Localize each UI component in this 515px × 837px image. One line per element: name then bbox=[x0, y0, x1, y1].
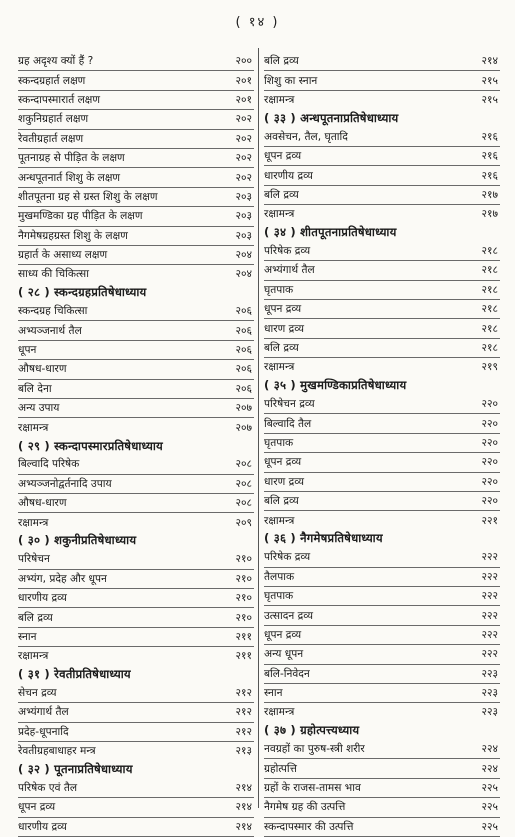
toc-entry bbox=[264, 606, 500, 625]
toc-entry-text: बलि द्रव्य bbox=[264, 495, 299, 508]
toc-entry-page: २१६ bbox=[481, 150, 498, 163]
toc-entry bbox=[264, 339, 500, 358]
toc-entry-page: २१२ bbox=[235, 687, 252, 700]
toc-entry bbox=[18, 550, 254, 569]
toc-entry bbox=[264, 395, 500, 414]
toc-entry bbox=[264, 548, 500, 567]
toc-entry bbox=[18, 207, 254, 226]
toc-entry-text: ग्रहार्त के असाध्य लक्षण bbox=[18, 249, 108, 262]
toc-entry bbox=[18, 513, 254, 531]
toc-entry-page: २१६ bbox=[481, 130, 498, 143]
toc-entry bbox=[18, 149, 254, 168]
toc-entry-text: परिषेचन द्रव्य bbox=[264, 398, 315, 411]
toc-entry-page: २२४ bbox=[481, 743, 498, 756]
toc-entry bbox=[18, 71, 254, 90]
toc-entry-text: परिषेक द्रव्य bbox=[264, 245, 311, 258]
chapter-heading bbox=[18, 284, 254, 302]
toc-entry-text: अभ्यंगार्थ तैल bbox=[264, 264, 315, 277]
toc-entry-page: २१७ bbox=[481, 208, 498, 221]
toc-entry-page: २०३ bbox=[235, 229, 252, 242]
toc-entry bbox=[264, 798, 500, 817]
toc-entry-page: २०३ bbox=[235, 190, 252, 203]
toc-entry-page: २१८ bbox=[481, 303, 498, 316]
toc-entry-page: २०६ bbox=[235, 305, 252, 318]
toc-entry-text: परिषेक एवं तैल bbox=[18, 782, 78, 795]
toc-entry bbox=[264, 71, 500, 90]
toc-entry-text: तैलपाक bbox=[264, 570, 295, 583]
toc-entry-page: २०२ bbox=[235, 113, 252, 126]
toc-entry bbox=[264, 358, 500, 376]
toc-entry-text: अभ्यंग, प्रदेह और धूपन bbox=[18, 572, 107, 585]
toc-entry-text: धारणीय द्रव्य bbox=[264, 169, 313, 182]
toc-entry-text: धूपन bbox=[18, 344, 37, 357]
toc-entry-page: २०६ bbox=[235, 344, 252, 357]
column-divider bbox=[258, 48, 259, 808]
toc-entry-text: शिशु का स्नान bbox=[264, 74, 318, 87]
toc-entry-page: २२० bbox=[481, 456, 498, 469]
toc-entry-text: रक्षामन्त्र bbox=[18, 650, 49, 663]
toc-entry-text: अन्य उपाय bbox=[18, 402, 60, 415]
toc-entry-text: स्कन्दग्रहार्त लक्षण bbox=[18, 74, 86, 87]
toc-entry-page: २०१ bbox=[235, 93, 252, 106]
toc-entry-text: स्कन्दग्रह चिकित्सा bbox=[18, 305, 88, 318]
toc-entry bbox=[18, 110, 254, 129]
toc-entry bbox=[264, 91, 500, 109]
toc-entry-page: २१३ bbox=[235, 745, 252, 758]
toc-entry bbox=[264, 703, 500, 721]
toc-entry-text: रक्षामन्त्र bbox=[264, 208, 295, 221]
chapter-heading-text: ( ३६ ) नैगमेषप्रतिषेधाध्याय bbox=[264, 531, 383, 546]
toc-entry-text: अभ्यञ्जनार्थ तैल bbox=[18, 324, 82, 337]
toc-entry bbox=[18, 779, 254, 798]
toc-entry-page: २११ bbox=[235, 630, 252, 643]
toc-entry bbox=[264, 186, 500, 205]
toc-entry bbox=[18, 227, 254, 246]
toc-entry bbox=[264, 52, 500, 71]
toc-entry bbox=[18, 647, 254, 665]
toc-entry bbox=[18, 188, 254, 207]
toc-entry bbox=[264, 300, 500, 319]
chapter-heading-text: ( ३२ ) पूतनाप्रतिषेधाध्याय bbox=[18, 762, 133, 777]
toc-entry bbox=[18, 52, 254, 71]
toc-entry bbox=[264, 684, 500, 703]
toc-entry-page: २१० bbox=[235, 592, 252, 605]
toc-entry-text: साध्य की चिकित्सा bbox=[18, 268, 89, 281]
toc-entry-page: २२१ bbox=[481, 514, 498, 527]
toc-entry-text: धूपन द्रव्य bbox=[264, 456, 302, 469]
toc-entry bbox=[18, 684, 254, 703]
toc-entry-page: २१५ bbox=[481, 74, 498, 87]
toc-entry-page: २२५ bbox=[481, 782, 498, 795]
toc-entry-text: औषध-धारण bbox=[18, 497, 67, 510]
toc-entry-text: धूपन द्रव्य bbox=[18, 801, 56, 814]
toc-entry-page: २१५ bbox=[481, 93, 498, 106]
toc-entry-page: २२० bbox=[481, 417, 498, 430]
toc-entry-page: २२० bbox=[481, 398, 498, 411]
toc-entry-text: रेवतीग्रहबाधाहर मन्त्र bbox=[18, 745, 96, 758]
toc-entry-text: घृतपाक bbox=[264, 283, 294, 296]
toc-entry bbox=[264, 128, 500, 147]
toc-entry bbox=[264, 759, 500, 778]
toc-entry-page: २०६ bbox=[235, 382, 252, 395]
toc-entry bbox=[264, 261, 500, 280]
toc-entry-page: २०४ bbox=[235, 268, 252, 281]
toc-entry bbox=[264, 568, 500, 587]
toc-entry bbox=[264, 511, 500, 529]
toc-entry-page: २०३ bbox=[235, 210, 252, 223]
toc-entry bbox=[18, 168, 254, 187]
toc-entry bbox=[18, 742, 254, 760]
toc-entry-text: प्रदेह-धूपनादि bbox=[18, 725, 69, 738]
toc-entry-page: २२२ bbox=[481, 570, 498, 583]
toc-entry-page: २२३ bbox=[481, 667, 498, 680]
toc-entry-page: २१८ bbox=[481, 245, 498, 258]
toc-entry-text: नैगमेष ग्रह की उत्पत्ति bbox=[264, 801, 346, 814]
toc-entry-page: २२३ bbox=[481, 706, 498, 719]
toc-entry-text: रक्षामन्त्र bbox=[18, 516, 49, 529]
toc-entry-text: ग्रह अदृश्य क्यों हैं ? bbox=[18, 55, 94, 68]
toc-entry bbox=[264, 453, 500, 472]
toc-entry-page: २२२ bbox=[481, 628, 498, 641]
toc-entry-page: २०९ bbox=[235, 516, 252, 529]
toc-entry-text: औषध-धारण bbox=[18, 363, 67, 376]
chapter-heading bbox=[264, 109, 500, 127]
toc-entry bbox=[18, 321, 254, 340]
toc-entry-text: रक्षामन्त्र bbox=[18, 421, 49, 434]
toc-entry-page: २१४ bbox=[235, 801, 252, 814]
toc-entry bbox=[264, 492, 500, 511]
toc-entry-text: उत्सादन द्रव्य bbox=[264, 609, 314, 622]
toc-entry-page: २२२ bbox=[481, 648, 498, 661]
chapter-heading bbox=[264, 224, 500, 242]
toc-entry-text: बलि देना bbox=[18, 382, 52, 395]
toc-entry-page: २०७ bbox=[235, 402, 252, 415]
toc-entry bbox=[18, 475, 254, 494]
chapter-heading bbox=[264, 530, 500, 548]
toc-entry-text: मुखमण्डिका ग्रह पीड़ित के लक्षण bbox=[18, 210, 143, 223]
toc-entry-page: २०२ bbox=[235, 171, 252, 184]
toc-entry-text: अवसेचन, तैल, घृतादि bbox=[264, 130, 348, 143]
toc-entry bbox=[264, 205, 500, 223]
toc-entry bbox=[18, 265, 254, 283]
toc-entry-page: २१० bbox=[235, 611, 252, 624]
toc-entry-text: स्नान bbox=[264, 687, 283, 700]
toc-entry-page: २२२ bbox=[481, 609, 498, 622]
toc-entry-text: रक्षामन्त्र bbox=[264, 514, 295, 527]
chapter-heading bbox=[264, 722, 500, 740]
toc-entry-page: २०६ bbox=[235, 324, 252, 337]
toc-entry-page: २१९ bbox=[481, 361, 498, 374]
toc-entry-text: नवग्रहों का पुरुष-स्त्री शरीर bbox=[264, 743, 365, 756]
toc-entry-page: २१२ bbox=[235, 706, 252, 719]
toc-entry-text: शकुनिग्रहार्त लक्षण bbox=[18, 113, 89, 126]
toc-entry-text: अभ्यञ्जनोद्वर्तनादि उपाय bbox=[18, 477, 112, 490]
toc-entry bbox=[18, 91, 254, 110]
toc-entry bbox=[264, 434, 500, 453]
toc-entry-text: धारणीय द्रव्य bbox=[18, 592, 67, 605]
toc-entry-text: रेवतीग्रहार्त लक्षण bbox=[18, 132, 84, 145]
toc-entry-page: २२० bbox=[481, 495, 498, 508]
page-number: ( १४ ) bbox=[235, 15, 280, 30]
toc-entry bbox=[18, 302, 254, 321]
toc-entry-text: बलि-निवेदन bbox=[264, 667, 310, 680]
toc-entry-page: २२५ bbox=[481, 820, 498, 833]
toc-entry-text: नैगमेषग्रहग्रस्त शिशु के लक्षण bbox=[18, 229, 128, 242]
chapter-heading-text: ( ३० ) शकुनीप्रतिषेधाध्याय bbox=[18, 533, 137, 548]
toc-entry-page: २०४ bbox=[235, 249, 252, 262]
toc-entry-page: २२५ bbox=[481, 801, 498, 814]
toc-entry bbox=[264, 242, 500, 261]
toc-entry bbox=[18, 455, 254, 474]
toc-entry bbox=[18, 341, 254, 360]
chapter-heading-text: ( २८ ) स्कन्दग्रहप्रतिषेधाध्याय bbox=[18, 285, 147, 300]
toc-entry-page: २१७ bbox=[481, 188, 498, 201]
toc-entry-text: धारण द्रव्य bbox=[264, 322, 305, 335]
toc-entry-text: स्कन्दापस्मार की उत्पत्ति bbox=[264, 820, 354, 833]
toc-entry-text: धूपन द्रव्य bbox=[264, 628, 302, 641]
toc-entry bbox=[264, 587, 500, 606]
toc-entry-text: बिल्वादि तैल bbox=[264, 417, 312, 430]
toc-entry-page: २१८ bbox=[481, 283, 498, 296]
toc-entry-text: रक्षामन्त्र bbox=[264, 706, 295, 719]
toc-entry bbox=[18, 494, 254, 513]
toc-entry-page: २२० bbox=[481, 475, 498, 488]
toc-entry-text: परिषेचन bbox=[18, 553, 50, 566]
toc-entry-text: धारणीय द्रव्य bbox=[18, 820, 67, 833]
toc-entry-text: ग्रहों के राजस-तामस भाव bbox=[264, 782, 361, 795]
toc-entry bbox=[18, 130, 254, 149]
chapter-heading-text: ( २९ ) स्कन्दापस्मारप्रतिषेधाध्याय bbox=[18, 438, 163, 453]
toc-entry-page: २१४ bbox=[235, 820, 252, 833]
toc-entry bbox=[264, 414, 500, 433]
toc-entry bbox=[264, 281, 500, 300]
toc-entry bbox=[18, 570, 254, 589]
toc-entry-page: २१२ bbox=[235, 725, 252, 738]
toc-entry-page: २१० bbox=[235, 553, 252, 566]
chapter-heading-text: ( ३४ ) शीतपूतनाप्रतिषेधाध्याय bbox=[264, 225, 397, 240]
toc-entry bbox=[264, 818, 500, 837]
toc-entry-text: बलि द्रव्य bbox=[264, 188, 299, 201]
toc-entry bbox=[264, 473, 500, 492]
toc-entry-page: २१० bbox=[235, 572, 252, 585]
chapter-heading-text: ( ३३ ) अन्धपूतनाप्रतिषेधाध्याय bbox=[264, 110, 399, 125]
toc-entry-page: २०८ bbox=[235, 458, 252, 471]
chapter-heading-text: ( ३५ ) मुखमण्डिकाप्रतिषेधाध्याय bbox=[264, 378, 407, 393]
toc-entry-text: बलि द्रव्य bbox=[18, 611, 53, 624]
toc-entry-text: स्कन्दापस्मारार्त लक्षण bbox=[18, 93, 101, 106]
toc-entry-text: धूपन द्रव्य bbox=[264, 150, 302, 163]
toc-entry-page: २२२ bbox=[481, 590, 498, 603]
toc-entry bbox=[264, 665, 500, 684]
toc-entry bbox=[18, 608, 254, 627]
toc-entry-page: २१८ bbox=[481, 342, 498, 355]
toc-entry-page: २०० bbox=[235, 55, 252, 68]
toc-entry bbox=[18, 418, 254, 436]
toc-entry-text: ग्रहोत्पत्ति bbox=[264, 762, 297, 775]
toc-left-column bbox=[18, 52, 254, 837]
toc-entry bbox=[18, 723, 254, 742]
toc-entry-page: २१४ bbox=[235, 782, 252, 795]
toc-entry-text: परिषेक द्रव्य bbox=[264, 551, 311, 564]
toc-entry-text: रक्षामन्त्र bbox=[264, 361, 295, 374]
toc-entry-page: २१८ bbox=[481, 264, 498, 277]
toc-entry-page: २१८ bbox=[481, 322, 498, 335]
toc-entry-page: २११ bbox=[235, 650, 252, 663]
toc-entry-page: २२२ bbox=[481, 551, 498, 564]
toc-entry-page: २२० bbox=[481, 437, 498, 449]
toc-entry bbox=[18, 360, 254, 379]
toc-entry-text: बिल्वादि परिषेक bbox=[18, 458, 80, 471]
toc-entry bbox=[18, 703, 254, 722]
toc-entry bbox=[18, 628, 254, 647]
toc-entry-page: २०२ bbox=[235, 152, 252, 165]
toc-entry-page: २०१ bbox=[235, 74, 252, 87]
toc-entry-text: पूतनाग्रह से पीड़ित के लक्षण bbox=[18, 152, 125, 165]
toc-entry-text: स्नान bbox=[18, 630, 37, 643]
toc-entry-text: धारण द्रव्य bbox=[264, 475, 305, 488]
toc-entry bbox=[264, 166, 500, 185]
toc-entry-text: रक्षामन्त्र bbox=[264, 93, 295, 106]
toc-entry bbox=[18, 246, 254, 265]
chapter-heading bbox=[18, 666, 254, 684]
toc-entry bbox=[18, 589, 254, 608]
toc-entry-text: घृतपाक bbox=[264, 437, 294, 449]
toc-entry-page: २०२ bbox=[235, 132, 252, 145]
toc-entry-text: शीतपूतना ग्रह से ग्रस्त शिशु के लक्षण bbox=[18, 190, 158, 203]
toc-entry bbox=[264, 645, 500, 664]
chapter-heading-text: ( ३१ ) रेवतीप्रतिषेधाध्याय bbox=[18, 667, 131, 682]
toc-entry-text: सेचन द्रव्य bbox=[18, 687, 57, 700]
toc-entry-page: २०७ bbox=[235, 421, 252, 434]
chapter-heading bbox=[18, 437, 254, 455]
toc-entry-page: २०६ bbox=[235, 363, 252, 376]
chapter-heading bbox=[264, 377, 500, 395]
toc-entry bbox=[18, 380, 254, 399]
toc-entry-page: २०८ bbox=[235, 477, 252, 490]
toc-entry bbox=[18, 399, 254, 418]
toc-entry-text: अन्य धूपन bbox=[264, 648, 304, 661]
toc-entry-text: बलि द्रव्य bbox=[264, 342, 299, 355]
toc-entry-text: धूपन द्रव्य bbox=[264, 303, 302, 316]
toc-entry bbox=[264, 779, 500, 798]
toc-entry bbox=[264, 319, 500, 338]
toc-entry-page: २२३ bbox=[481, 687, 498, 700]
toc-entry-text: घृतपाक bbox=[264, 590, 294, 603]
toc-entry-text: अन्धपूतनार्त शिशु के लक्षण bbox=[18, 171, 121, 184]
toc-entry-page: २०८ bbox=[235, 497, 252, 510]
chapter-heading bbox=[18, 532, 254, 550]
toc-entry-page: २२४ bbox=[481, 762, 498, 775]
toc-right-column bbox=[264, 52, 500, 837]
toc-entry bbox=[264, 147, 500, 166]
toc-entry bbox=[264, 626, 500, 645]
toc-entry-text: बलि द्रव्य bbox=[264, 55, 299, 68]
chapter-heading-text: ( ३७ ) ग्रहोत्पत्त्यध्याय bbox=[264, 723, 360, 738]
toc-entry bbox=[18, 818, 254, 837]
toc-entry-page: २१४ bbox=[481, 55, 498, 68]
toc-entry-page: २१६ bbox=[481, 169, 498, 182]
toc-entry-text: अभ्यंगार्थ तैल bbox=[18, 706, 69, 719]
toc-entry bbox=[264, 740, 500, 759]
toc-entry bbox=[18, 798, 254, 817]
chapter-heading bbox=[18, 760, 254, 778]
